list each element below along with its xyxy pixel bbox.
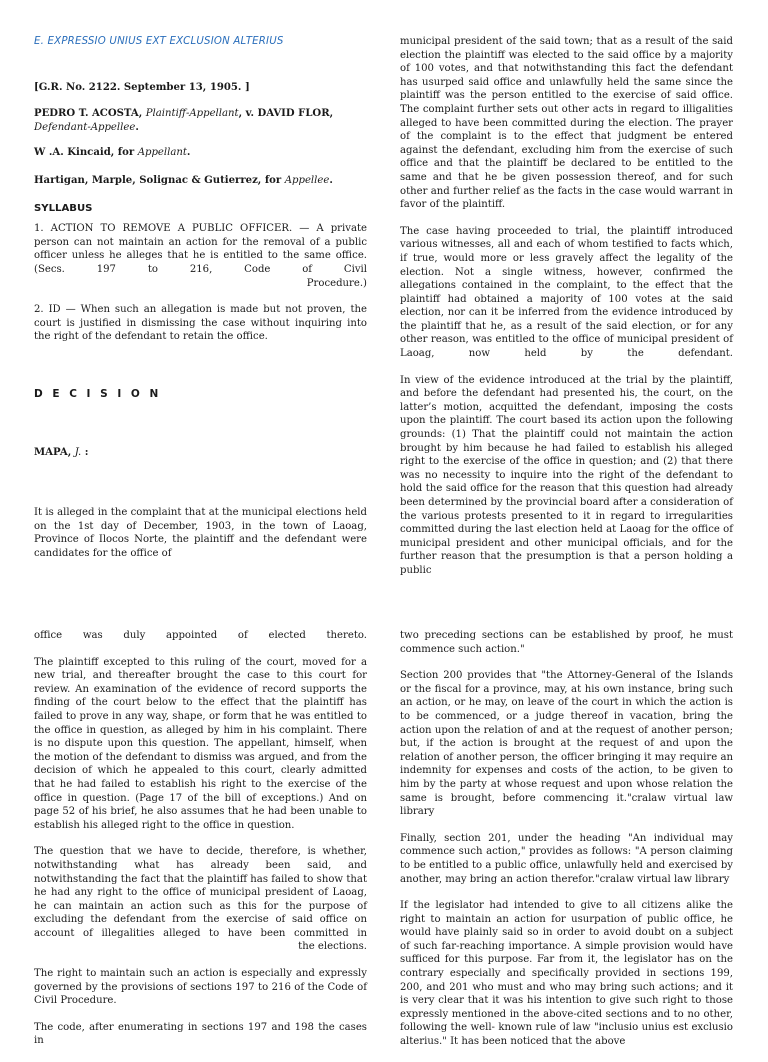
opinion-paragraph-10: Finally, section 201, under the heading "An individual may commence such action," provides as follows: "A person claiming to be entitled to a public office, unlawfully held and exercised by another, may bring an action therefor."cralaw virtual law library	[400, 832, 733, 885]
plaintiff-role: Plaintiff-Appellant	[145, 108, 239, 120]
opinion-paragraph-3	[400, 225, 733, 361]
judge-name: MAPA,	[34, 446, 72, 458]
syllabus-item-1	[34, 222, 367, 290]
counsel-appellee-name: Hartigan, Marple, Solignac & Gutierrez, for	[34, 174, 282, 186]
opinion-paragraph-5: The plaintiff excepted to this ruling of the court, moved for a new trial, and thereafter brought the case to this court for review. An examination of the evidence of record supports the finding of the court below to the effect that the plaintiff has failed to prove in any way, shape, or form that he was entitled to the office in question, as alleged by him in his complaint. There is no dispute upon this question. The appellant, himself, when the motion of the defendant to dismiss was argued, and from the decision of which he appealed to this court, clearly admitted that he had failed to establish his right to the exercise of the office in question. (Page 17 of the bill of exceptions.) And on page 52 of his brief, he also assumes that he had been unable to establish his alleged right to the office in question.	[34, 656, 367, 831]
versus-defendant: , v. DAVID FLOR,	[238, 108, 334, 120]
judge-line	[34, 446, 367, 460]
syllabus-item-2: 2. ID — When such an allegation is made but not proven, the court is justified in dismissing the case without inquiring into the right of the defendant to retain the office.	[34, 304, 367, 343]
opinion-paragraph-2: municipal president of the said town; that as a result of the said election the plaintiff was elected to the said office by a majority of 100 votes, and that notwithstanding this fact the defendant has usurped said office and unlawfully held the same since the plaintiff was the person entitled to the exercise of said office. The complaint further sets out other acts in regard to illigalities alleged to have been committed during the election. The prayer of the complaint is to the effect that judgment be entered against the defendant, excluding him from the exercise of such office and that the plaintiff be declared to be entitled to the same and that he be given possession thereof, and for such other and further relief as the facts in the case would warrant in favor of the plaintiff.	[400, 36, 733, 211]
section-heading-link[interactable]: E. EXPRESSIO UNIUS EXT EXCLUSION ALTERIUS	[34, 36, 284, 47]
counsel-appellant-role: Appellant	[137, 147, 187, 159]
counsel-appellee	[34, 174, 367, 188]
counsel-appellee-role: Appellee	[284, 174, 330, 186]
syllabus-item-1-text: 1. ACTION TO REMOVE A PUBLIC OFFICER. — A private person can not maintain an action for the removal of a public officer unless he alleges that he is entitled to the same office. (Secs. 197 to 216, Code of Civil	[34, 223, 367, 275]
page-2-left-column	[34, 629, 367, 1048]
counsel-appellant	[34, 146, 367, 160]
opinion-paragraph-3-tail: Laoag, now held by the defendant.	[400, 348, 733, 360]
page-1-left-column	[34, 35, 367, 560]
continued-quote: two preceding sections can be established by proof, he must commence such action."	[400, 630, 733, 655]
judge-colon: :	[81, 446, 89, 458]
page-2-right-column	[400, 629, 733, 1062]
decision-title: D E C I S I O N	[34, 387, 162, 400]
case-number: [G.R. No. 2122. September 13, 1905. ]	[34, 81, 250, 93]
continued-line: office was duly appointed of elected thereto.	[34, 630, 367, 641]
opinion-paragraph-7: The right to maintain such an action is especially and expressly governed by the provisions of sections 197 to 216 of the Code of Civil Procedure.	[34, 968, 367, 1007]
syllabus-title: SYLLABUS	[34, 202, 93, 214]
syllabus-item-1-tail: Procedure.)	[306, 277, 367, 289]
opinion-paragraph-1: It is alleged in the complaint that at the municipal elections held on the 1st day of December, 1903, in the town of Laoag, Province of Ilocos Norte, the plaintiff and the defendant were candidates for the office of	[34, 507, 367, 559]
opinion-paragraph-4: In view of the evidence introduced at the trial by the plaintiff, and before the defendant had presented his, the court, on the latter’s motion, acquitted the defendant, imposing the costs upon the plaintiff. The court based its action upon the following grounds: (1) That the plaintiff could not maintain the action brought by him because he had failed to establish his alleged right to the exercise of the office in question; and (2) that there was no necessity to inquire into the right of the defendant to hold the said office for the reason that this question had already been determined by the provincial board after a consideration of the various protests presented to it in regard to irregularities committed during the last election held at Laoag for the office of municipal president and other municipal officials, and for the further reason that the presumption is that a person holding a public	[400, 374, 733, 576]
opinion-paragraph-6-text: The question that we have to decide, therefore, is whether, notwithstanding what has already been said, and notwithstanding the fact that the plaintiff has failed to show that he had any right to the office of municipal president of Laoag, he can maintain an action such as this for the purpose of excluding the defendant from the exercise of said office on account of illegalities alleged to have been committed in	[34, 846, 367, 939]
defendant-role: Defendant-Appellee	[34, 121, 136, 133]
counsel-appellant-name: W .A. Kincaid, for	[34, 147, 135, 159]
opinion-paragraph-6	[34, 845, 367, 954]
plaintiff-name: PEDRO T. ACOSTA,	[34, 108, 143, 120]
opinion-paragraph-9: Section 200 provides that "the Attorney-General of the Islands or the fiscal for a province, may, at his own instance, bring such an action, or he may, on leave of the court in which the action is to be commenced, or a judge thereof in vacation, bring the action upon the relation of and at the request of another person; but, if the action is brought at the request of and upon the relation of another person, the officer bringing it may require an indemnity for expenses and costs of the action, to be given to him by the party at whose request and upon whose relation the same is brought, before commencing it."cralaw virtual law library	[400, 670, 733, 818]
counsel-appellee-end: .	[329, 174, 333, 186]
opinion-paragraph-8: The code, after enumerating in sections 197 and 198 the cases in	[34, 1021, 367, 1047]
opinion-paragraph-6-tail: the elections.	[298, 941, 367, 953]
parties-end: .	[135, 121, 139, 133]
judge-suffix: J.	[74, 446, 82, 458]
opinion-paragraph-11: If the legislator had intended to give to all citizens alike the right to maintain an action for usurpation of public office, he would have plainly said so in order to avoid doubt on a subject of such far-reaching importance. A simple provision would have sufficed for this purpose. Far from it, the legislator has on the contrary especially and specifically provided in sections 199, 200, and 201 who must and who may bring such actions; and it is very clear that it was his intention to give such right to those expressly mentioned in the above-cited sections and to no other, following the well- known rule of law "inclusio unius est exclusio alterius." It has been noticed that the above	[400, 900, 733, 1048]
page-1-right-column	[400, 35, 733, 591]
opinion-paragraph-3-text: The case having proceeded to trial, the plaintiff introduced various witnesses, all and each of whom testified to facts which, if true, would more or less gravely affect the legality of the election. Not a single witness, however, confirmed the allegations contained in the complaint, to the effect that the plaintiff had obtained a majority of 100 votes at the said election, nor can it be inferred from the evidence introduced by the plaintiff that he, as a result of the said election, or for any other reason, was entitled to the office of municipal president of	[400, 225, 733, 346]
counsel-appellant-end: .	[186, 147, 191, 159]
case-parties	[34, 107, 367, 134]
